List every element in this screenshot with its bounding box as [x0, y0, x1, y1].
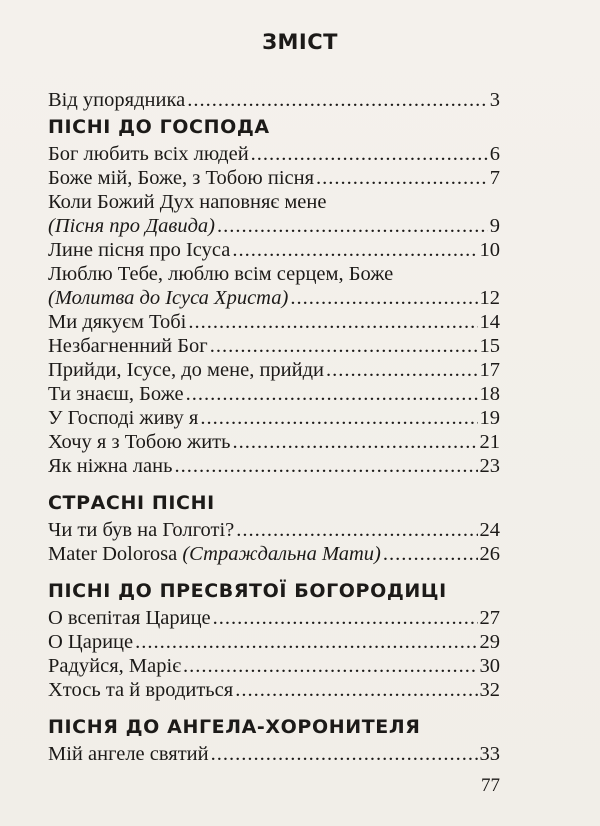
dot-leader — [210, 334, 478, 358]
toc-entry-page: 24 — [479, 519, 500, 541]
dot-leader — [326, 358, 477, 382]
toc-entry-subtitle: (Молитва до Ісуса Христа) — [48, 287, 289, 309]
section-heading: ПІСНІ ДО ПРЕСВЯТОЇ БОГОРОДИЦІ — [48, 580, 447, 602]
dot-leader — [217, 214, 488, 238]
toc-entry — [48, 454, 500, 478]
toc-entry — [48, 310, 500, 334]
toc-entry-page: 23 — [479, 455, 500, 477]
dot-leader — [200, 406, 477, 430]
toc-entry-page: 17 — [479, 359, 500, 381]
toc-entry — [48, 430, 500, 454]
toc-entry-label: Мій ангеле святий — [48, 743, 209, 765]
toc-entry — [48, 518, 500, 542]
toc-entry-page: 10 — [479, 239, 500, 261]
section-heading: ПІСНЯ ДО АНГЕЛА-ХОРОНИТЕЛЯ — [48, 716, 421, 738]
section-heading: СТРАСНІ ПІСНІ — [48, 492, 215, 514]
dot-leader — [232, 238, 477, 262]
toc-entry-label: Хочу я з Тобою жить — [48, 431, 231, 453]
toc-entry — [48, 358, 500, 382]
dot-leader — [235, 678, 477, 702]
toc-entry-label: Хтось та й вродиться — [48, 679, 234, 701]
toc-entry-page: 30 — [479, 655, 500, 677]
dot-leader — [233, 430, 478, 454]
toc-entry-page: 6 — [489, 143, 500, 165]
toc-entry-page: 14 — [479, 311, 500, 333]
toc-entry-page: 12 — [479, 287, 500, 309]
toc-entry — [48, 142, 500, 166]
section-heading: ПІСНІ ДО ГОСПОДА — [48, 116, 270, 138]
toc-entry-page: 3 — [489, 89, 500, 111]
toc-entry-label: У Господі живу я — [48, 407, 199, 429]
dot-leader — [135, 630, 477, 654]
toc-entry — [48, 238, 500, 262]
toc-entry-page: 19 — [479, 407, 500, 429]
toc-entry-label: Mater Dolorosa — [48, 543, 183, 565]
toc-entry-label: Коли Божий Дух наповняє мене — [48, 191, 327, 213]
dot-leader — [383, 542, 478, 566]
dot-leader — [188, 310, 477, 334]
table-of-contents — [48, 88, 500, 766]
toc-entry-label: Боже мій, Боже, з Тобою пісня — [48, 167, 315, 189]
toc-entry-page: 26 — [479, 543, 500, 565]
page-number: 77 — [481, 775, 500, 796]
toc-entry — [48, 542, 500, 566]
toc-entry-subtitle: (Пісня про Давида) — [48, 215, 216, 237]
toc-entry-label: Лине пісня про Ісуса — [48, 239, 231, 261]
toc-entry-label: Люблю Тебе, люблю всім серцем, Боже — [48, 263, 394, 285]
toc-entry — [48, 606, 500, 630]
dot-leader — [251, 142, 488, 166]
toc-entry-page: 15 — [479, 335, 500, 357]
toc-entry — [48, 214, 500, 238]
dot-leader — [213, 606, 478, 630]
toc-entry-label: Від упорядника — [48, 89, 186, 111]
toc-entry-label: Ти знаєш, Боже — [48, 383, 184, 405]
toc-entry — [48, 678, 500, 702]
toc-entry — [48, 630, 500, 654]
toc-entry — [48, 88, 500, 112]
dot-leader — [174, 454, 477, 478]
dot-leader — [316, 166, 488, 190]
toc-entry — [48, 382, 500, 406]
toc-entry-page: 33 — [479, 743, 500, 765]
toc-entry — [48, 286, 500, 310]
toc-entry-page: 27 — [479, 607, 500, 629]
toc-entry-page: 18 — [479, 383, 500, 405]
toc-entry-label: О всепітая Царице — [48, 607, 211, 629]
toc-entry-subtitle: (Страждальна Мати) — [182, 543, 381, 565]
toc-entry — [48, 334, 500, 358]
toc-entry-label: Як ніжна лань — [48, 455, 173, 477]
toc-entry-label: Бог любить всіх людей — [48, 143, 249, 165]
toc-entry-page: 21 — [479, 431, 500, 453]
toc-entry-label: Прийди, Ісусе, до мене, прийди — [48, 359, 325, 381]
toc-entry-label: Чи ти був на Голготі? — [48, 519, 235, 541]
toc-entry-label: Ми дякуєм Тобі — [48, 311, 187, 333]
toc-entry-label: О Царице — [48, 631, 134, 653]
toc-entry-label: Незбагненний Бог — [48, 335, 208, 357]
toc-entry-page: 7 — [489, 167, 500, 189]
dot-leader — [186, 382, 478, 406]
page-title: ЗМІСТ — [262, 30, 338, 54]
toc-entry — [48, 654, 500, 678]
dot-leader — [183, 654, 478, 678]
dot-leader — [236, 518, 477, 542]
toc-entry — [48, 166, 500, 190]
dot-leader — [211, 742, 478, 766]
toc-entry — [48, 406, 500, 430]
toc-entry-page: 9 — [489, 215, 500, 237]
toc-entry-page: 32 — [479, 679, 500, 701]
toc-entry-page: 29 — [479, 631, 500, 653]
dot-leader — [290, 286, 477, 310]
toc-entry — [48, 742, 500, 766]
dot-leader — [187, 88, 488, 112]
toc-entry-label: Радуйся, Маріє — [48, 655, 181, 677]
